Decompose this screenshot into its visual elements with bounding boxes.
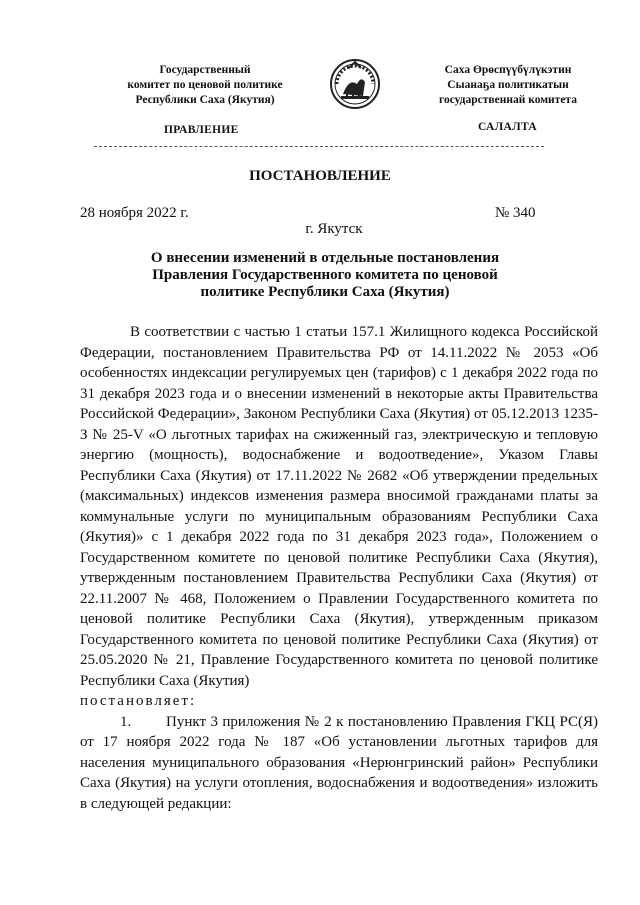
sakha-republic-emblem-icon (329, 58, 381, 110)
issuer-name-sakha (415, 63, 601, 108)
issuer-line: государственнай комитета (439, 94, 577, 106)
document-title: ПОСТАНОВЛЕНИЕ (249, 168, 391, 184)
board-label-russian: ПРАВЛЕНИЕ (164, 124, 239, 136)
preamble-paragraph: В соответствии с частью 1 статьи 157.1 Жилищного кодекса Российской Федерации, постановлением Правительства РФ от 14.11.2022 № 2053 «Об особенностях индексации регулируемых цен (тарифов) с 1 декабря 2022 года по 31 декабря 2023 года и о внесении изменений в некоторые акты Правительства Российской Федерации», Законом Республики Саха (Якутия) от 05.12.2013 1235-З № 25-V «О льготных тарифах на сжиженный газ, электрическую и тепловую энергию (мощность), водоснабжение и водоотведение», Указом Главы Республики Саха (Якутия) от 17.11.2022 № 2682 «Об утверждении предельных (максимальных) индексов изменения размера вносимой гражданами платы за коммунальные услуги по муниципальным образованиям Республики Саха (Якутия)» с 1 декабря 2022 года по 31 декабря 2023 года», Положением о Государственном комитете по ценовой политике Республики Саха (Якутия), утвержденным постановлением Правительства Республики Саха (Якутия) от 22.11.2007 № 468, Положением о Правлении Государственного комитета по ценовой политике Республики Саха (Якутия), утвержденным приказом Государственного комитета по ценовой политике Республики Саха (Якутия) от 25.05.2020 № 21, Правление Государственного комитета по ценовой политике Республики Саха (Якутия) (80, 324, 598, 689)
document-date: 28 ноября 2022 г. (80, 205, 189, 221)
resolves-line: постановляет: (80, 693, 197, 709)
issuer-line: Сыанаҕа политикатын (447, 79, 569, 91)
item-text: Пункт 3 приложения № 2 к постановлению Правления ГКЦ РС(Я) от 17 ноября 2022 года № 187 «Об установлении льготных тарифов для населения муниципального образования «Нерюнгринский район» Республики Саха (Якутия) на услуги отопления, водоснабжения и водоотведения» изложить в следующей редакции: (80, 713, 598, 812)
document-city: г. Якутск (305, 221, 363, 237)
issuer-line: Саха Өрөспүүбүлүкэтин (444, 64, 572, 76)
header-divider (94, 146, 544, 147)
issuer-line: комитет по ценовой политике (127, 79, 283, 91)
issuer-line: Государственный (159, 64, 251, 76)
document-subject: О внесении изменений в отдельные постановления Правления Государственного комитета по ценовой политике Республики Саха (Якутия) (150, 250, 500, 300)
item-paragraph (80, 712, 598, 815)
document-number: № 340 (495, 205, 536, 221)
item-number: 1. (120, 713, 132, 730)
issuer-name-russian (100, 63, 310, 108)
issuer-line: Республики Саха (Якутия) (135, 94, 275, 106)
document-body (80, 322, 598, 814)
board-label-sakha: САЛАЛТА (478, 121, 537, 133)
